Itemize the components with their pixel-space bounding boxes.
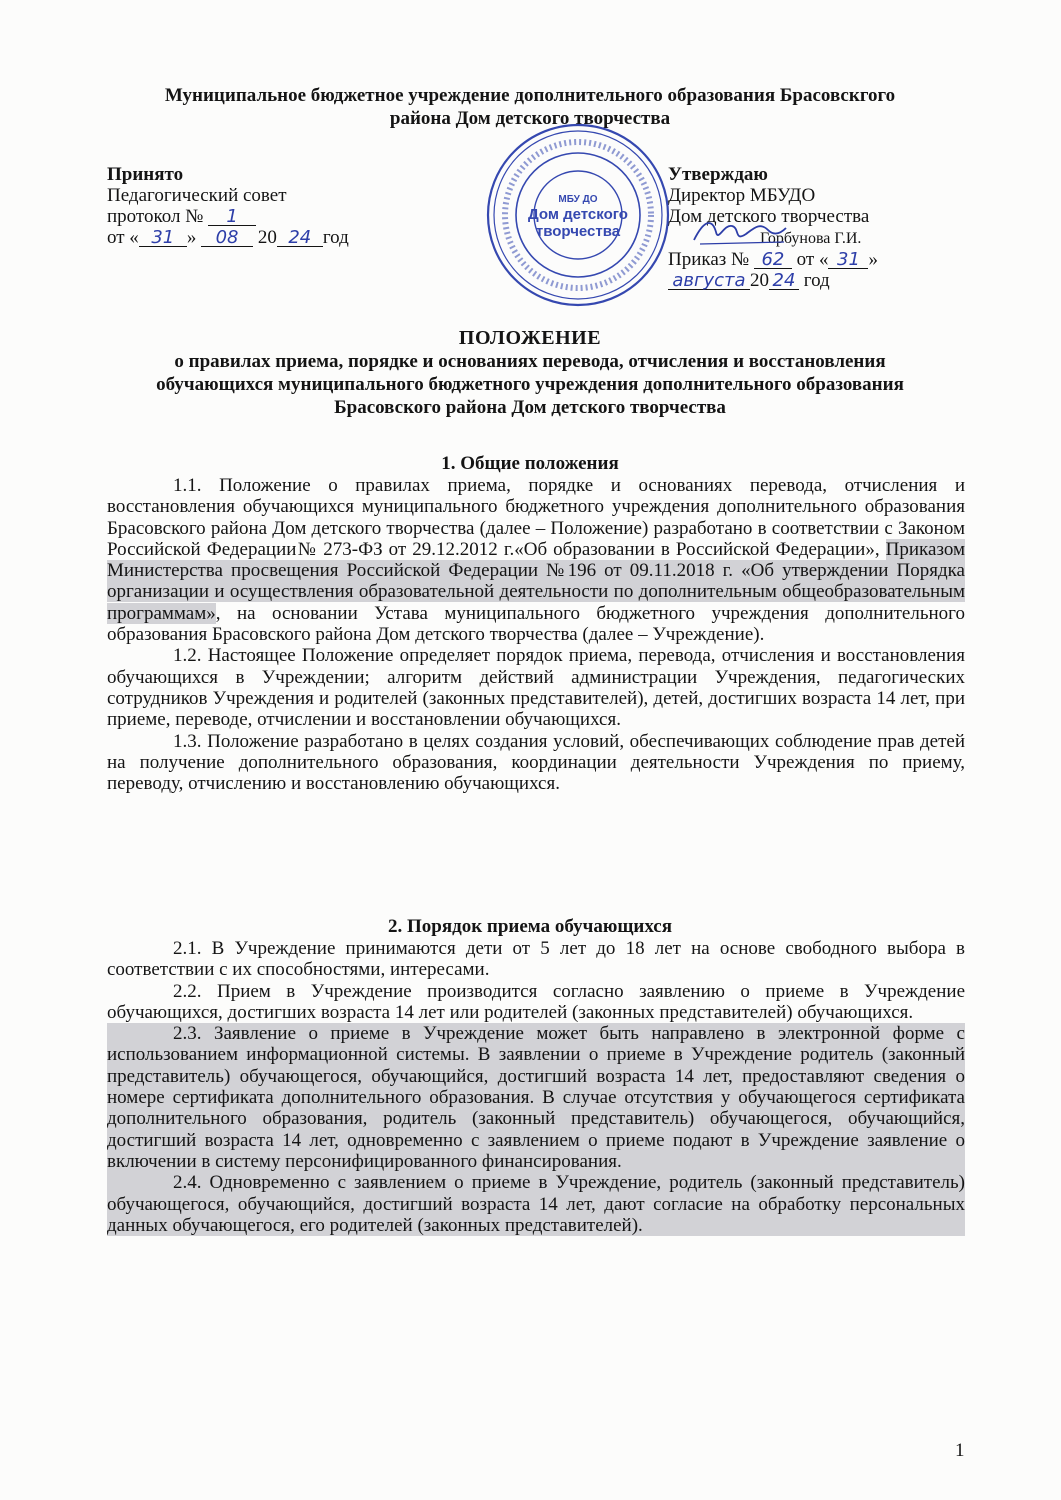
document-title <box>60 327 1000 419</box>
organization-title-line2: района Дом детского творчества <box>389 108 671 129</box>
accepted-date-prefix: от « <box>107 227 139 248</box>
order-date-prefix: от « <box>796 249 829 270</box>
order-date-line <box>668 270 968 291</box>
protocol-number: 1 <box>208 208 256 226</box>
order-label: Приказ № <box>668 249 750 270</box>
accepted-date-line <box>107 227 427 248</box>
accepted-title: Принято <box>107 164 184 185</box>
order-line <box>668 249 968 270</box>
section1-p1-text: 1.1. Положение о правилах приема, порядке и основаниях перевода, отчисления и восстановления обучающихся муниципального бюджетного учреждения дополнительного образования Брасовского района Дом детского творчества (далее – Положение) разработано в соответствии с Законом Российской Федерации№ 273-ФЗ от 29.12.2012 г.«Об образовании в Российской Федерации», <box>107 475 965 560</box>
stamp-center-line2: Дом детского <box>528 206 628 223</box>
director-name: Горбунова Г.И. <box>760 230 862 247</box>
accepted-year-suffix: 24 <box>277 229 323 247</box>
accepted-month: 08 <box>201 229 253 247</box>
section2-paragraph-2: 2.2. Прием в Учреждение производится согласно заявлению о приеме в Учреждение обучающихся, достигших возраста 14 лет или родителей (законных представителей) обучающихся. <box>107 980 965 1023</box>
pedagogical-council: Педагогический совет <box>107 185 287 206</box>
section1-body <box>107 475 965 794</box>
document-subtitle-line2: обучающихся муниципального бюджетного учреждения дополнительного образования <box>156 374 904 395</box>
section2-paragraph-1: 2.1. В Учреждение принимаются дети от 5 лет до 18 лет на основе свободного выбора в соответствии с их способностями, интересами. <box>107 938 965 981</box>
order-month: августа <box>668 272 750 290</box>
organization-title-line1: Муниципальное бюджетное учреждение дополнительного образования Брасовскгого <box>164 85 896 106</box>
approved-title: Утверждаю <box>668 164 768 185</box>
section1-p1-highlighted: Приказом Министерства просвещения Российской Федерации №196 от 09.11.2018 г. «Об утверждении Порядка организации и осуществления образовательной деятельности по дополнительным общеобразовательным программам» <box>107 538 965 624</box>
order-quote-close: » <box>868 249 878 270</box>
section2-heading: 2. Порядок приема обучающихся <box>387 916 673 937</box>
protocol-line <box>107 206 427 227</box>
order-year-prefix: 20 <box>750 270 769 291</box>
section2-paragraph-4: 2.4. Одновременно с заявлением о приеме в Учреждение, родитель (законный представитель) обучающегося, обучающийся, достигший возраста 14 лет, дают согласие на обработку персональных данных обучающегося, его родителей (законных представителей). <box>107 1172 965 1236</box>
section1-paragraph-1 <box>107 475 965 645</box>
stamp-center-line3: творчества <box>535 223 621 240</box>
order-year-suffix: 24 <box>769 272 799 290</box>
order-day: 31 <box>828 251 868 269</box>
accepted-day: 31 <box>139 229 187 247</box>
page-number: 1 <box>955 1440 965 1461</box>
accepted-year-prefix: 20 <box>257 227 277 248</box>
official-seal-stamp <box>483 120 673 310</box>
section2-body <box>107 938 965 1236</box>
section1-paragraph-2: 1.2. Настоящее Положение определяет порядок приема, перевода, отчисления и восстановления обучающихся в Учреждении; алгоритм действий администрации Учреждения, педагогических сотрудников Учреждения и родителей (законных представителей), детей, достигших возраста 14 лет, при приеме, переводе, отчислении и восстановлении обучающихся. <box>107 645 965 731</box>
director-title: Директор МБУДО <box>668 185 816 206</box>
director-signature <box>690 212 790 252</box>
accepted-block <box>107 164 427 248</box>
order-number: 62 <box>754 251 792 269</box>
accepted-quote-close: » <box>186 227 197 248</box>
section1-heading: 1. Общие положения <box>441 453 619 474</box>
stamp-center-line1: МБУ ДО <box>558 194 598 205</box>
protocol-label: протокол № <box>107 206 204 227</box>
order-year-word: год <box>803 270 830 291</box>
section1-paragraph-3: 1.3. Положение разработано в целях создания условий, обеспечивающих соблюдение прав детей на получение дополнительного образования, координации деятельности Учреждения по приему, переводу, отчислению и восстановлению обучающихся. <box>107 730 965 795</box>
document-subtitle-line1: о правилах приема, порядке и основаниях перевода, отчисления и восстановления <box>174 351 886 372</box>
document-title-main: ПОЛОЖЕНИЕ <box>458 327 602 349</box>
section2-paragraph-3: 2.3. Заявление о приеме в Учреждение может быть направлено в электронной форме с использованием информационной системы. В заявлении о приеме в Учреждение родитель (законный представитель) обучающегося, обучающийся, достигший возраста 14 лет, предоставляют сведения о номере сертификата дополнительного образования. В случае отсутствия у обучающегося сертификата дополнительного образования, родитель (законный представитель) обучающегося, обучающийся, достигший возраста 14 лет, одновременно с заявлением о приеме подают в Учреждение заявление о включении в систему персонифицированного финансирования. <box>107 1023 965 1172</box>
director-institution: Дом детского творчества <box>668 206 870 227</box>
section1-p1-text-end: , на основании Устава муниципального бюджетного учреждения дополнительного образования Брасовского района Дом детского творчества (далее – Учреждение). <box>107 602 965 646</box>
document-subtitle-line3: Брасовского района Дом детского творчества <box>334 397 726 418</box>
accepted-year-word: год <box>322 227 349 248</box>
